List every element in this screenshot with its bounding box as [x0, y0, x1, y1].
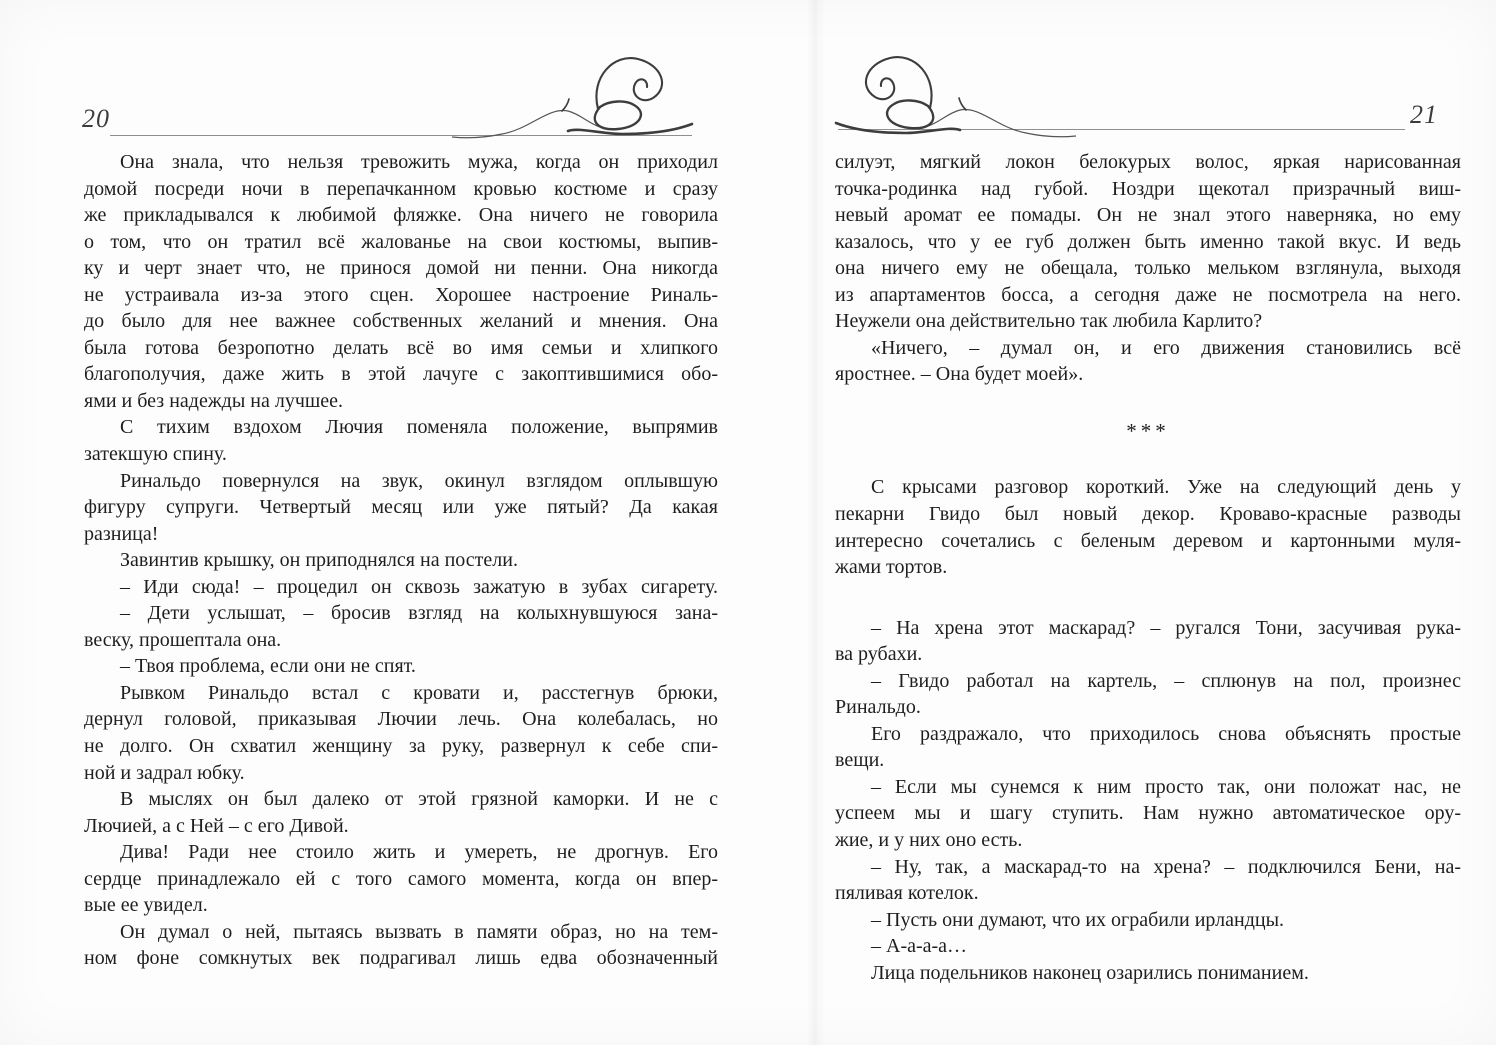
- text-line: яростнее. – Она будет моей».: [835, 363, 1084, 386]
- text-line: – Иди сюда! – процедил он сквозь зажатую в зубах сигарету.: [120, 575, 718, 598]
- page-number-right: 21: [1410, 100, 1438, 129]
- text-line: вещи.: [835, 749, 885, 772]
- text-line: интересно сочетались с беленым деревом и картонными муля-: [835, 529, 1461, 552]
- text-line: В мыслях он был далеко от этой грязной каморки. И не с: [120, 788, 718, 811]
- text-line: ном фоне сомкнутых век подрагивал лишь едва обозначенный: [84, 947, 718, 970]
- text-line: затекшую спину.: [84, 443, 227, 466]
- text-line: С тихим вздохом Лючия поменяла положение, выпрямив: [120, 416, 718, 439]
- text-line: до было для нее важнее собственных желаний и мнения. Она: [84, 310, 718, 333]
- text-line: успеем мы и шагу ступить. Нам нужно автоматическое ору-: [835, 802, 1461, 825]
- text-line: благополучия, даже жить в этой лачуге с закоптившимися обо-: [84, 363, 718, 386]
- text-line: жами тортов.: [835, 556, 948, 579]
- section-break: ***: [1126, 418, 1170, 443]
- text-line: из апартаментов босса, а сегодня даже не посмотрела на него.: [835, 283, 1461, 306]
- text-line: ва рубахи.: [835, 643, 923, 666]
- text-line: пяливая котелок.: [835, 882, 979, 905]
- page-text-left: [84, 149, 718, 972]
- text-line: же прикладывался к любимой фляжке. Она ничего не говорила: [84, 204, 718, 227]
- text-line: – Ну, так, а маскарад-то на хрена? – подключился Бени, на-: [871, 855, 1461, 878]
- text-line: ку и черт знает что, не принося домой ни пенни. Она никогда: [84, 257, 718, 280]
- swirl-ornament-icon: [452, 47, 702, 142]
- text-line: – На хрена этот маскарад? – ругался Тони, засучивая рука-: [871, 616, 1461, 639]
- page-right: [748, 0, 1496, 1045]
- text-line: не устраивала из-за этого сцен. Хорошее настроение Риналь-: [84, 283, 718, 306]
- text-line: С крысами разговор короткий. Уже на следующий день у: [871, 476, 1461, 499]
- text-line: точка-родинка над губой. Ноздри щекотал призрачный виш-: [835, 177, 1461, 200]
- text-line: о том, что он тратил всё жалованье на свои костюмы, выпив-: [84, 230, 718, 253]
- text-line: «Ничего, – думал он, и его движения становились всё: [871, 336, 1461, 359]
- swirl-ornament-icon: [826, 46, 1076, 141]
- text-line: дернул головой, приказывая Лючии лечь. Она колебалась, но: [84, 708, 718, 731]
- text-line: Его раздражало, что приходилось снова объяснять простые: [871, 722, 1461, 745]
- text-line: Ринальдо повернулся на звук, окинул взглядом оплывшую: [120, 469, 718, 492]
- text-line: она ничего ему не обещала, только мельком взглянула, выходя: [835, 257, 1461, 280]
- text-line: Неужели она действительно так любила Карлито?: [835, 310, 1263, 333]
- text-line: Лючией, а с Ней – с его Дивой.: [84, 814, 349, 837]
- text-line: – А-а-а-а…: [871, 935, 968, 958]
- text-line: силуэт, мягкий локон белокурых волос, яркая нарисованная: [835, 151, 1461, 173]
- text-line: Лица подельников наконец озарились пониманием.: [871, 961, 1309, 984]
- page-number-left: 20: [82, 104, 110, 133]
- text-line: – Пусть они думают, что их ограбили ирландцы.: [871, 908, 1285, 931]
- text-line: пекарни Гвидо был новый декор. Кроваво-красные разводы: [835, 503, 1461, 526]
- text-line: ной и задрал юбку.: [84, 761, 245, 784]
- text-line: Она знала, что нельзя тревожить мужа, когда он приходил: [120, 151, 718, 173]
- text-line: жие, и у них оно есть.: [835, 829, 1023, 852]
- text-line: Завинтив крышку, он приподнялся на постели.: [120, 549, 518, 572]
- text-line: Он думал о ней, пытаясь вызвать в памяти образ, но на тем-: [120, 920, 718, 943]
- text-line: Ринальдо.: [835, 696, 921, 719]
- text-line: невый аромат ее помады. Он не знал этого наверняка, но ему: [835, 204, 1461, 227]
- text-line: разница!: [84, 522, 159, 545]
- text-line: Рывком Ринальдо встал с кровати и, расстегнув брюки,: [120, 681, 718, 704]
- header-rule: [110, 135, 692, 136]
- page-text-right: [835, 149, 1461, 986]
- text-line: Дива! Ради нее стоило жить и умереть, не дрогнув. Его: [120, 841, 718, 864]
- text-line: – Если мы сунемся к ним просто так, они положат нас, не: [871, 775, 1461, 798]
- text-line: – Гвидо работал на картель, – сплюнув на пол, произнес: [871, 669, 1461, 692]
- text-line: – Твоя проблема, если они не спят.: [120, 655, 416, 678]
- text-line: не долго. Он схватил женщину за руку, развернул к себе спи-: [84, 735, 718, 758]
- text-line: была готова безропотно делать всё во имя семьи и хлипкого: [84, 336, 718, 359]
- text-line: ями и без надежды на лучшее.: [84, 389, 344, 412]
- text-line: домой посреди ночи в перепачканном кровью костюме и сразу: [84, 177, 718, 200]
- text-line: вые ее увидел.: [84, 894, 208, 917]
- text-line: – Дети услышат, – бросив взгляд на колыхнувшуюся зана-: [120, 602, 718, 625]
- text-line: сердце принадлежало ей с того самого момента, когда он впер-: [84, 867, 718, 890]
- header-rule: [838, 129, 1405, 130]
- text-line: казалось, что у ее губ должен быть именно такой вкус. И ведь: [835, 230, 1461, 253]
- text-line: веску, прошептала она.: [84, 628, 282, 651]
- text-line: фигуру супруги. Четвертый месяц или уже пятый? Да какая: [84, 496, 718, 519]
